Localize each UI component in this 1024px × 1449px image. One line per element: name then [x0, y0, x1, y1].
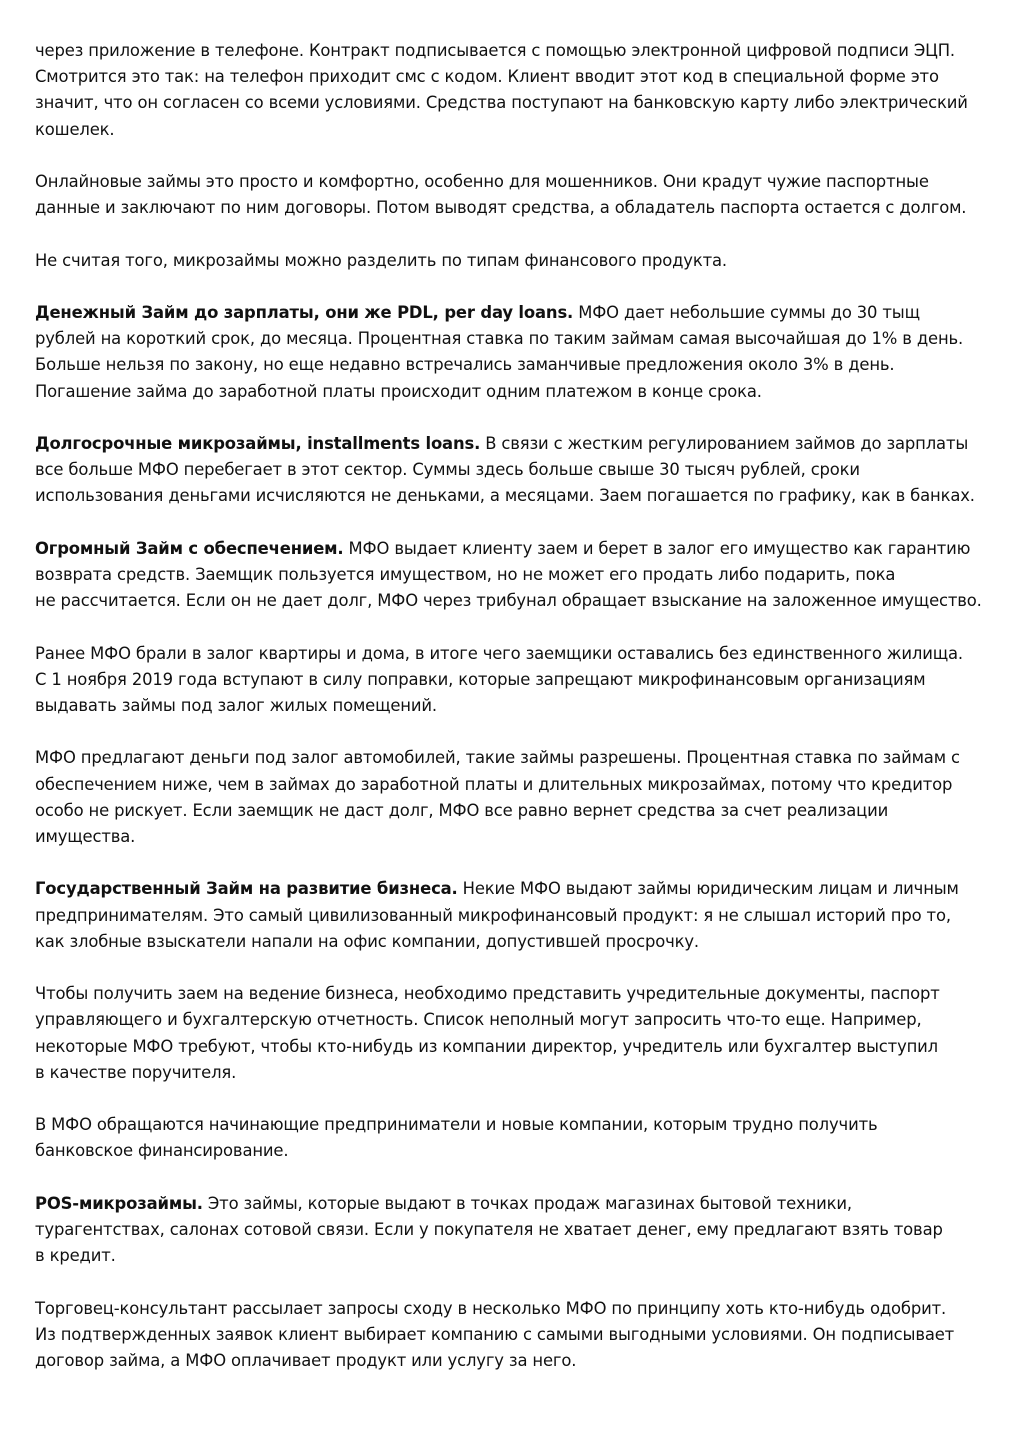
paragraph — [35, 1112, 995, 1164]
paragraph — [35, 641, 995, 720]
paragraph — [35, 876, 995, 955]
paragraph — [35, 431, 995, 510]
paragraph — [35, 248, 995, 274]
paragraph-text: В МФО обращаются начинающие предприниматели и новые компании, которым трудно получить банковское финансирование. — [35, 1115, 878, 1161]
paragraph — [35, 981, 995, 1086]
paragraph-text: В связи с жестким регулированием займов до зарплаты все больше МФО перебегает в этот сектор. Суммы здесь больше свыше 30 тысяч рублей, сроки использования деньгами исчисляются не деньками, а месяцами. Заем погашается по графику, как в банках. — [35, 433, 975, 506]
paragraph — [35, 536, 995, 615]
paragraph-text: МФО выдает клиенту заем и берет в залог его имущество как гарантию возврата средств. Заемщик пользуется имуществом, но не может его продать либо подарить, пока не рассчитается. Если он не дает долг, МФО через трибунал обращает взыскание на заложенное имущество. — [35, 538, 982, 611]
paragraph — [35, 169, 995, 221]
paragraph-text: Не считая того, микрозаймы можно разделить по типам финансового продукта. — [35, 250, 727, 270]
paragraph — [35, 1191, 995, 1270]
paragraph-bold-lead: Государственный Займ на развитие бизнеса. — [35, 879, 458, 899]
paragraph-bold-lead: POS-микрозаймы. — [35, 1193, 203, 1213]
paragraph-bold-lead: Огромный Займ с обеспечением. — [35, 538, 344, 558]
paragraph-text: Это займы, которые выдают в точках продаж магазинах бытовой техники, турагентствах, салонах сотовой связи. Если у покупателя не хватает денег, ему предлагают взять товар в кредит. — [35, 1193, 943, 1266]
paragraph-text: МФО дает небольшие суммы до 30 тыщ рублей на короткий срок, до месяца. Процентная ставка по таким займам самая высочайшая до 1% в день. Больше нельзя по закону, но еще недавно встречались заманчивые предложения около 3% в день. Погашение займа до заработной платы происходит одним платежом в конце срока. — [35, 302, 964, 401]
paragraph-text: Торговец-консультант рассылает запросы сходу в несколько МФО по принципу хоть кто-нибудь одобрит. Из подтвержденных заявок клиент выбирает компанию с самыми выгодными условиями. Он подписывает договор займа, а МФО оплачивает продукт или услугу за него. — [35, 1298, 955, 1370]
paragraph — [35, 300, 995, 405]
paragraph-bold-lead: Денежный Займ до зарплаты, они же PDL, per day loans. — [35, 302, 574, 322]
paragraph-text: Онлайновые займы это просто и комфортно, особенно для мошенников. Они крадут чужие паспортные данные и заключают по ним договоры. Потом выводят средства, а обладатель паспорта остается с долгом. — [35, 172, 967, 218]
paragraph-bold-lead: Долгосрочные микрозаймы, installments loans. — [35, 433, 481, 453]
paragraph — [35, 745, 995, 850]
paragraph — [35, 38, 995, 143]
document-page — [35, 38, 995, 1400]
paragraph — [35, 1296, 995, 1375]
paragraph-text: Ранее МФО брали в залог квартиры и дома, в итоге чего заемщики оставались без единственного жилища. С 1 ноября 2019 года вступают в силу поправки, которые запрещают микрофинансовым организациям выдавать займы под залог жилых помещений. — [35, 643, 963, 715]
paragraph-text: Некие МФО выдают займы юридическим лицам и личным предпринимателям. Это самый цивилизованный микрофинансовый продукт: я не слышал историй про то, как злобные взыскатели напали на офис компании, допустившей просрочку. — [35, 879, 959, 951]
paragraph-text: Чтобы получить заем на ведение бизнеса, необходимо представить учредительные документы, паспорт управляющего и бухгалтерскую отчетность. Список неполный могут запросить что-то еще. Например, некоторые МФО требуют, чтобы кто-нибудь из компании директор, учредитель или бухгалтер выступил в качестве поручителя. — [35, 984, 940, 1082]
paragraph-text: МФО предлагают деньги под залог автомобилей, такие займы разрешены. Процентная ставка по займам с обеспечением ниже, чем в займах до заработной платы и длительных микрозаймах, потому что кредитор особо не рискует. Если заемщик не даст долг, МФО все равно вернет средства за счет реализации имущества. — [35, 748, 960, 846]
paragraph-text: через приложение в телефоне. Контракт подписывается с помощью электронной цифровой подписи ЭЦП. Смотрится это так: на телефон приходит смс с кодом. Клиент вводит этот код в специальной форме это значит, что он согласен со всеми условиями. Средства поступают на банковскую карту либо электрический кошелек. — [35, 41, 968, 139]
